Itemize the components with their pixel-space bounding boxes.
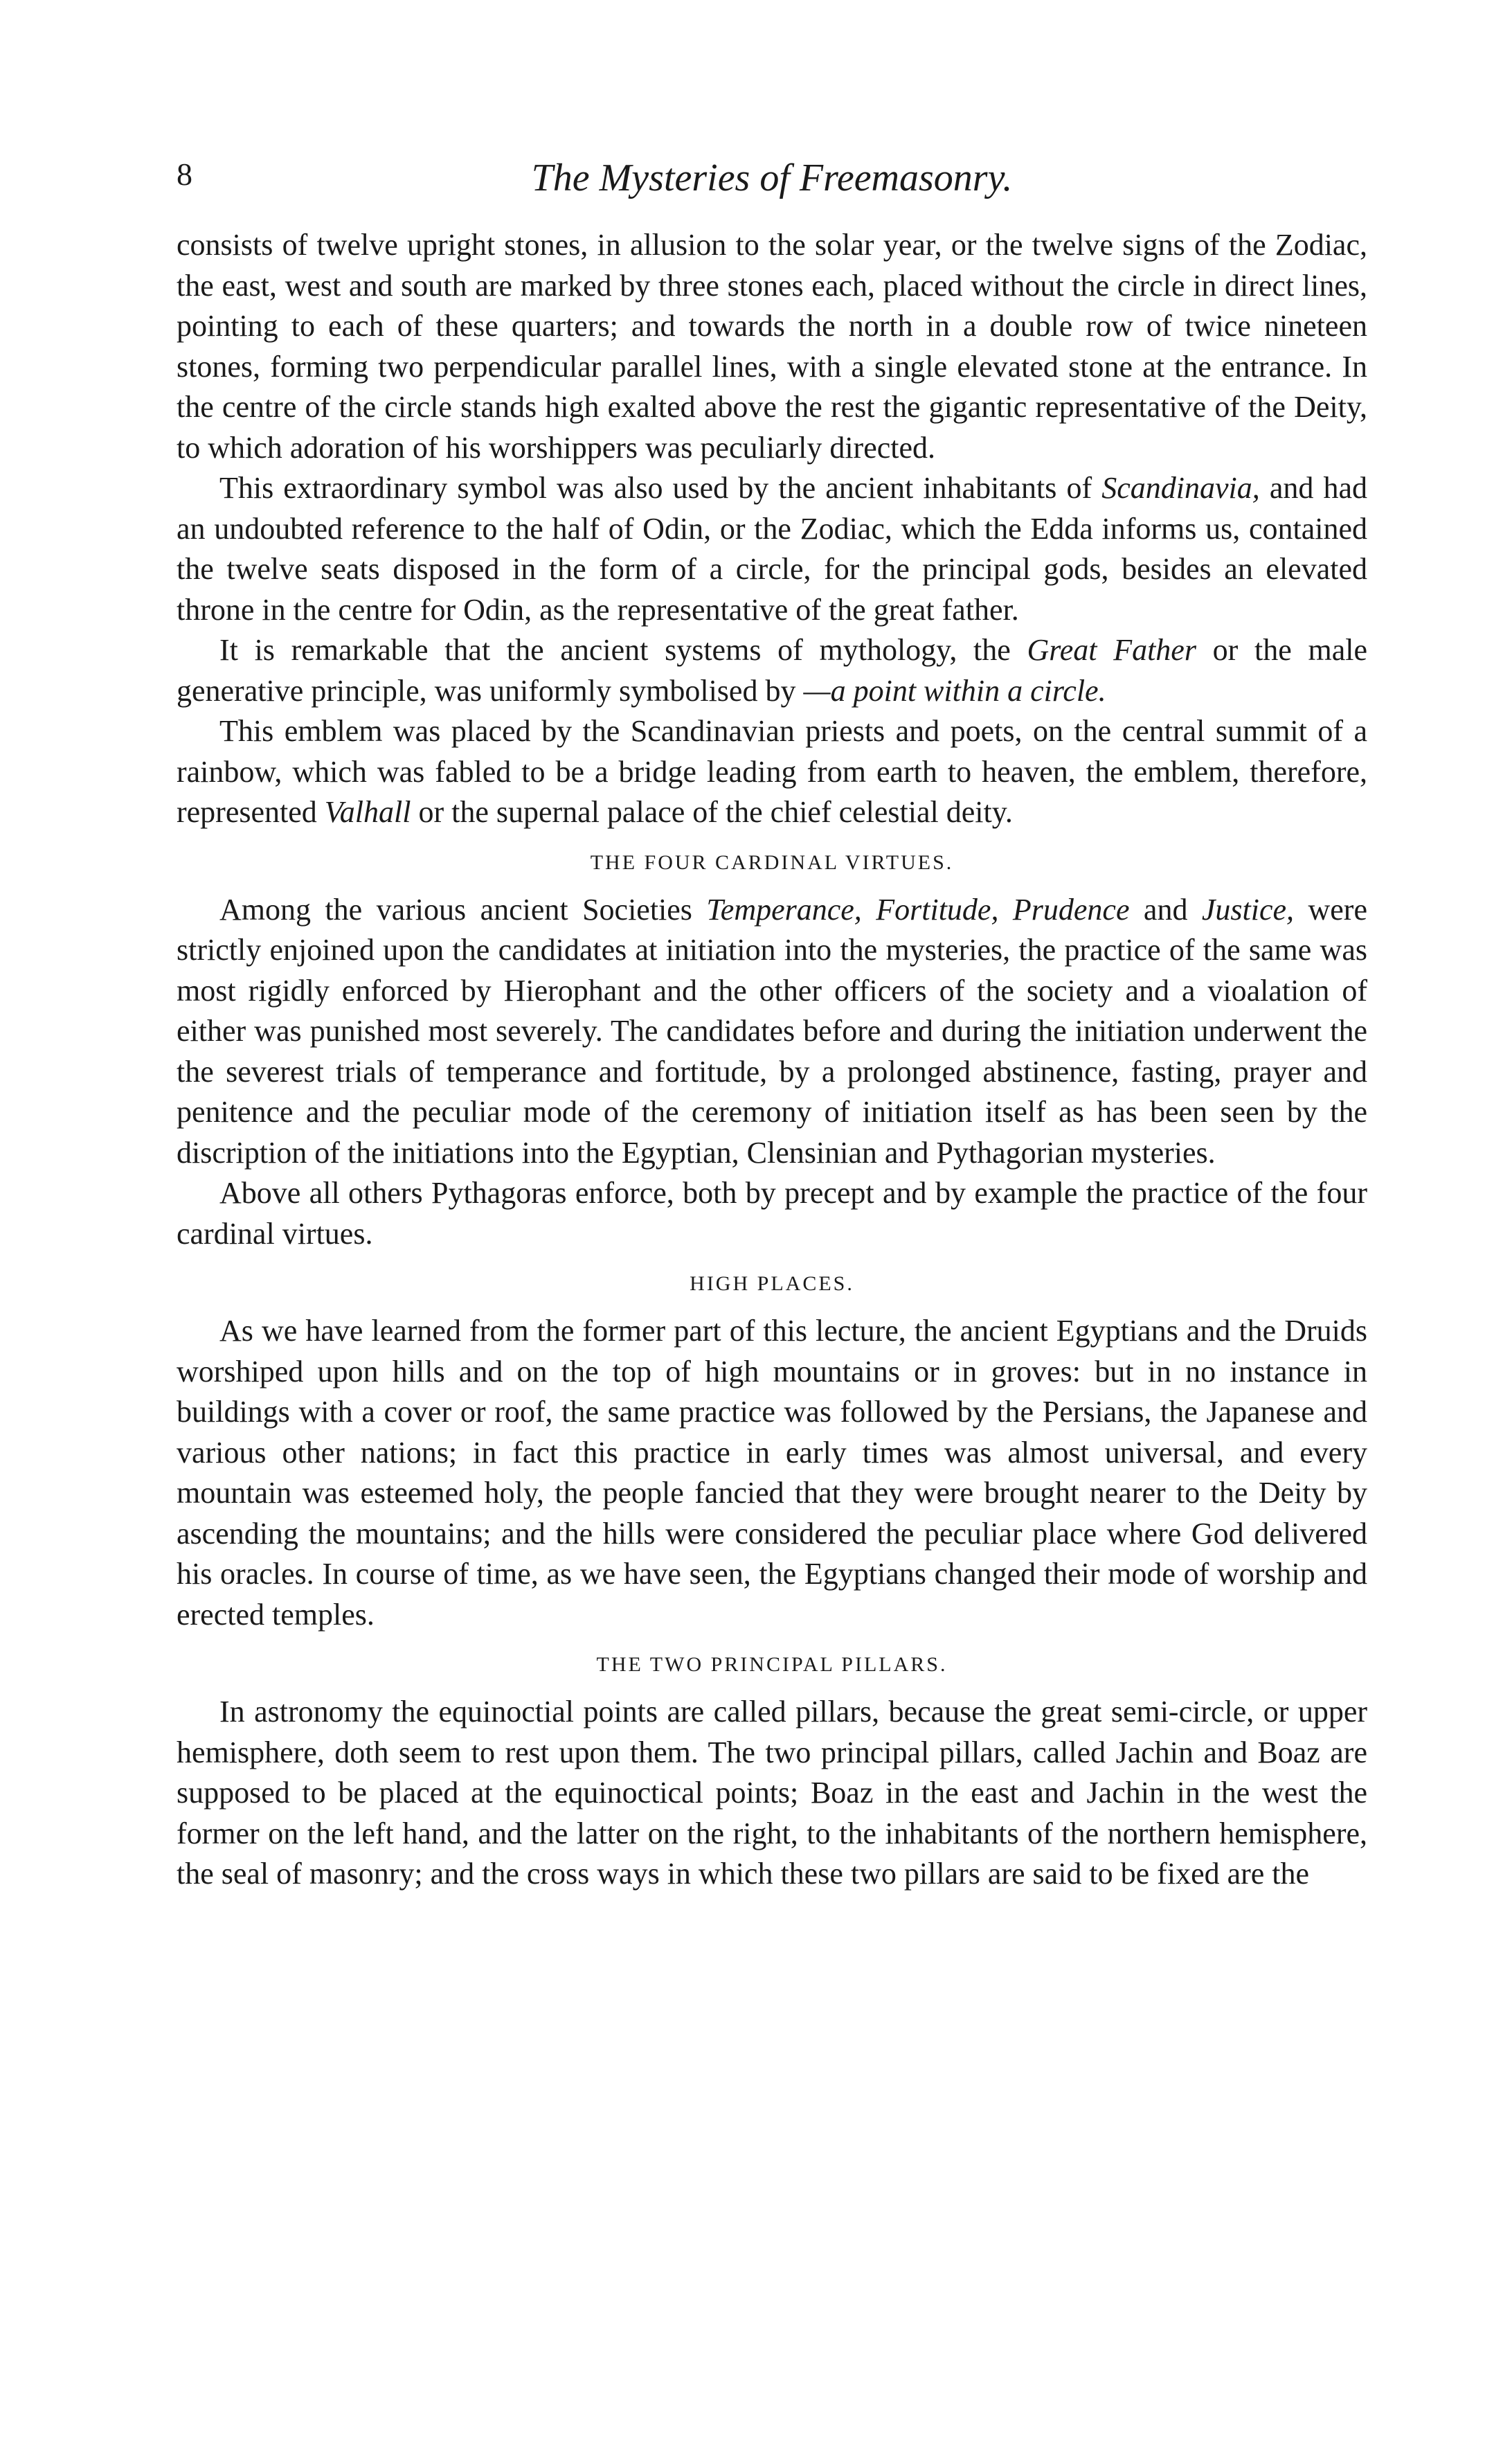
body-paragraph <box>177 630 1367 711</box>
section-heading: THE TWO PRINCIPAL PILLARS. <box>596 1653 948 1676</box>
text-run: This extraordinary symbol was also used by the ancient inhabitants of <box>219 471 1102 505</box>
text-run: or the supernal palace of the chief celestial deity. <box>411 795 1013 829</box>
text-run: Among the various ancient Societies <box>219 892 707 927</box>
running-title: The Mysteries of Freemasonry. <box>531 157 1013 199</box>
body-paragraph <box>177 1692 1367 1895</box>
italic-phrase: Temperance, Fortitude, Prudence <box>706 892 1130 927</box>
body-paragraph <box>177 711 1367 833</box>
italic-phrase: Justice, <box>1201 892 1295 927</box>
body-text <box>177 225 1367 1895</box>
section-heading: THE FOUR CARDINAL VIRTUES. <box>590 850 954 874</box>
italic-phrase: Scandinavia, <box>1101 471 1260 505</box>
book-page <box>177 156 1367 1895</box>
text-run: consists of twelve upright stones, in allusion to the solar year, or the twelve signs of the Zodiac, the east, west and south are marked by three stones each, placed without the circle in direct lines, pointing to each of these quarters; and towards the north in a double row of twice nineteen stones, forming two perpendicular parallel lines, with a single elevated stone at the entrance. In the centre of the circle stands high exalted above the rest the gigantic representative of the Deity, to which adoration of his worshippers was peculiarly directed. <box>177 228 1367 465</box>
text-run: It is remarkable that the ancient systems of mythology, the <box>219 633 1027 667</box>
text-run: This emblem was placed by the Scandinavian priests and poets, on the central summit of a rainbow, which was fabled to be a bridge leading from earth to heaven, the emblem, therefore, represented <box>177 714 1367 829</box>
body-paragraph <box>177 1311 1367 1635</box>
body-paragraph <box>177 225 1367 468</box>
text-run: or the male generative principle, was uniformly symbolised by <box>177 633 1367 708</box>
italic-phrase: Valhall <box>324 795 411 829</box>
body-paragraph <box>177 468 1367 630</box>
text-run: and <box>1129 892 1202 927</box>
body-paragraph <box>177 1173 1367 1254</box>
italic-phrase: Great Father <box>1027 633 1196 667</box>
italic-phrase: —a point within a circle. <box>803 673 1106 708</box>
page-number: 8 <box>177 157 192 192</box>
text-run: In astronomy the equinoctial points are called pillars, because the great semi-circle, or upper hemisphere, doth seem to rest upon them. The two principal pillars, called Jachin and Boaz are supposed to be placed at the equinoctical points; Boaz in the east and Jachin in the west the former on the left hand, and the latter on the right, to the inhabitants of the northern hemisphere, the seal of masonry; and the cross ways in which these two pillars are said to be fixed are the <box>177 1695 1367 1891</box>
text-run: As we have learned from the former part of this lecture, the ancient Egyptians and the Druids worshiped upon hills and on the top of high mountains or in groves: but in no instance in buildings with a cover or roof, the same practice was followed by the Persians, the Japanese and various other nations; in fact this practice in early times was almost universal, and every mountain was esteemed holy, the people fancied that they were brought nearer to the Deity by ascending the mountains; and the hills were considered the peculiar place where God delivered his oracles. In course of time, as we have seen, the Egyptians changed their mode of worship and erected temples. <box>177 1314 1367 1632</box>
body-paragraph <box>177 890 1367 1174</box>
text-run: Above all others Pythagoras enforce, both by precept and by example the practice of the four cardinal virtues. <box>177 1176 1367 1251</box>
text-run: and had an undoubted reference to the half of Odin, or the Zodiac, which the Edda informs us, contained the twelve seats disposed in the form of a circle, for the principal gods, besides an elevated throne in the centre for Odin, as the representative of the great father. <box>177 471 1367 627</box>
page-header <box>177 156 1367 211</box>
text-run: were strictly enjoined upon the candidates at initiation into the mysteries, the practice of the same was most rigidly enforced by Hierophant and the other officers of the society and a vioalation of either was punished most severely. The candidates before and during the initiation underwent the the severest trials of temperance and fortitude, by a prolonged abstinence, fasting, prayer and penitence and the peculiar mode of the ceremony of initiation itself as has been seen by the discription of the initiations into the Egyptian, Clensinian and Pythagorian mysteries. <box>177 892 1367 1170</box>
section-heading: HIGH PLACES. <box>690 1272 854 1295</box>
